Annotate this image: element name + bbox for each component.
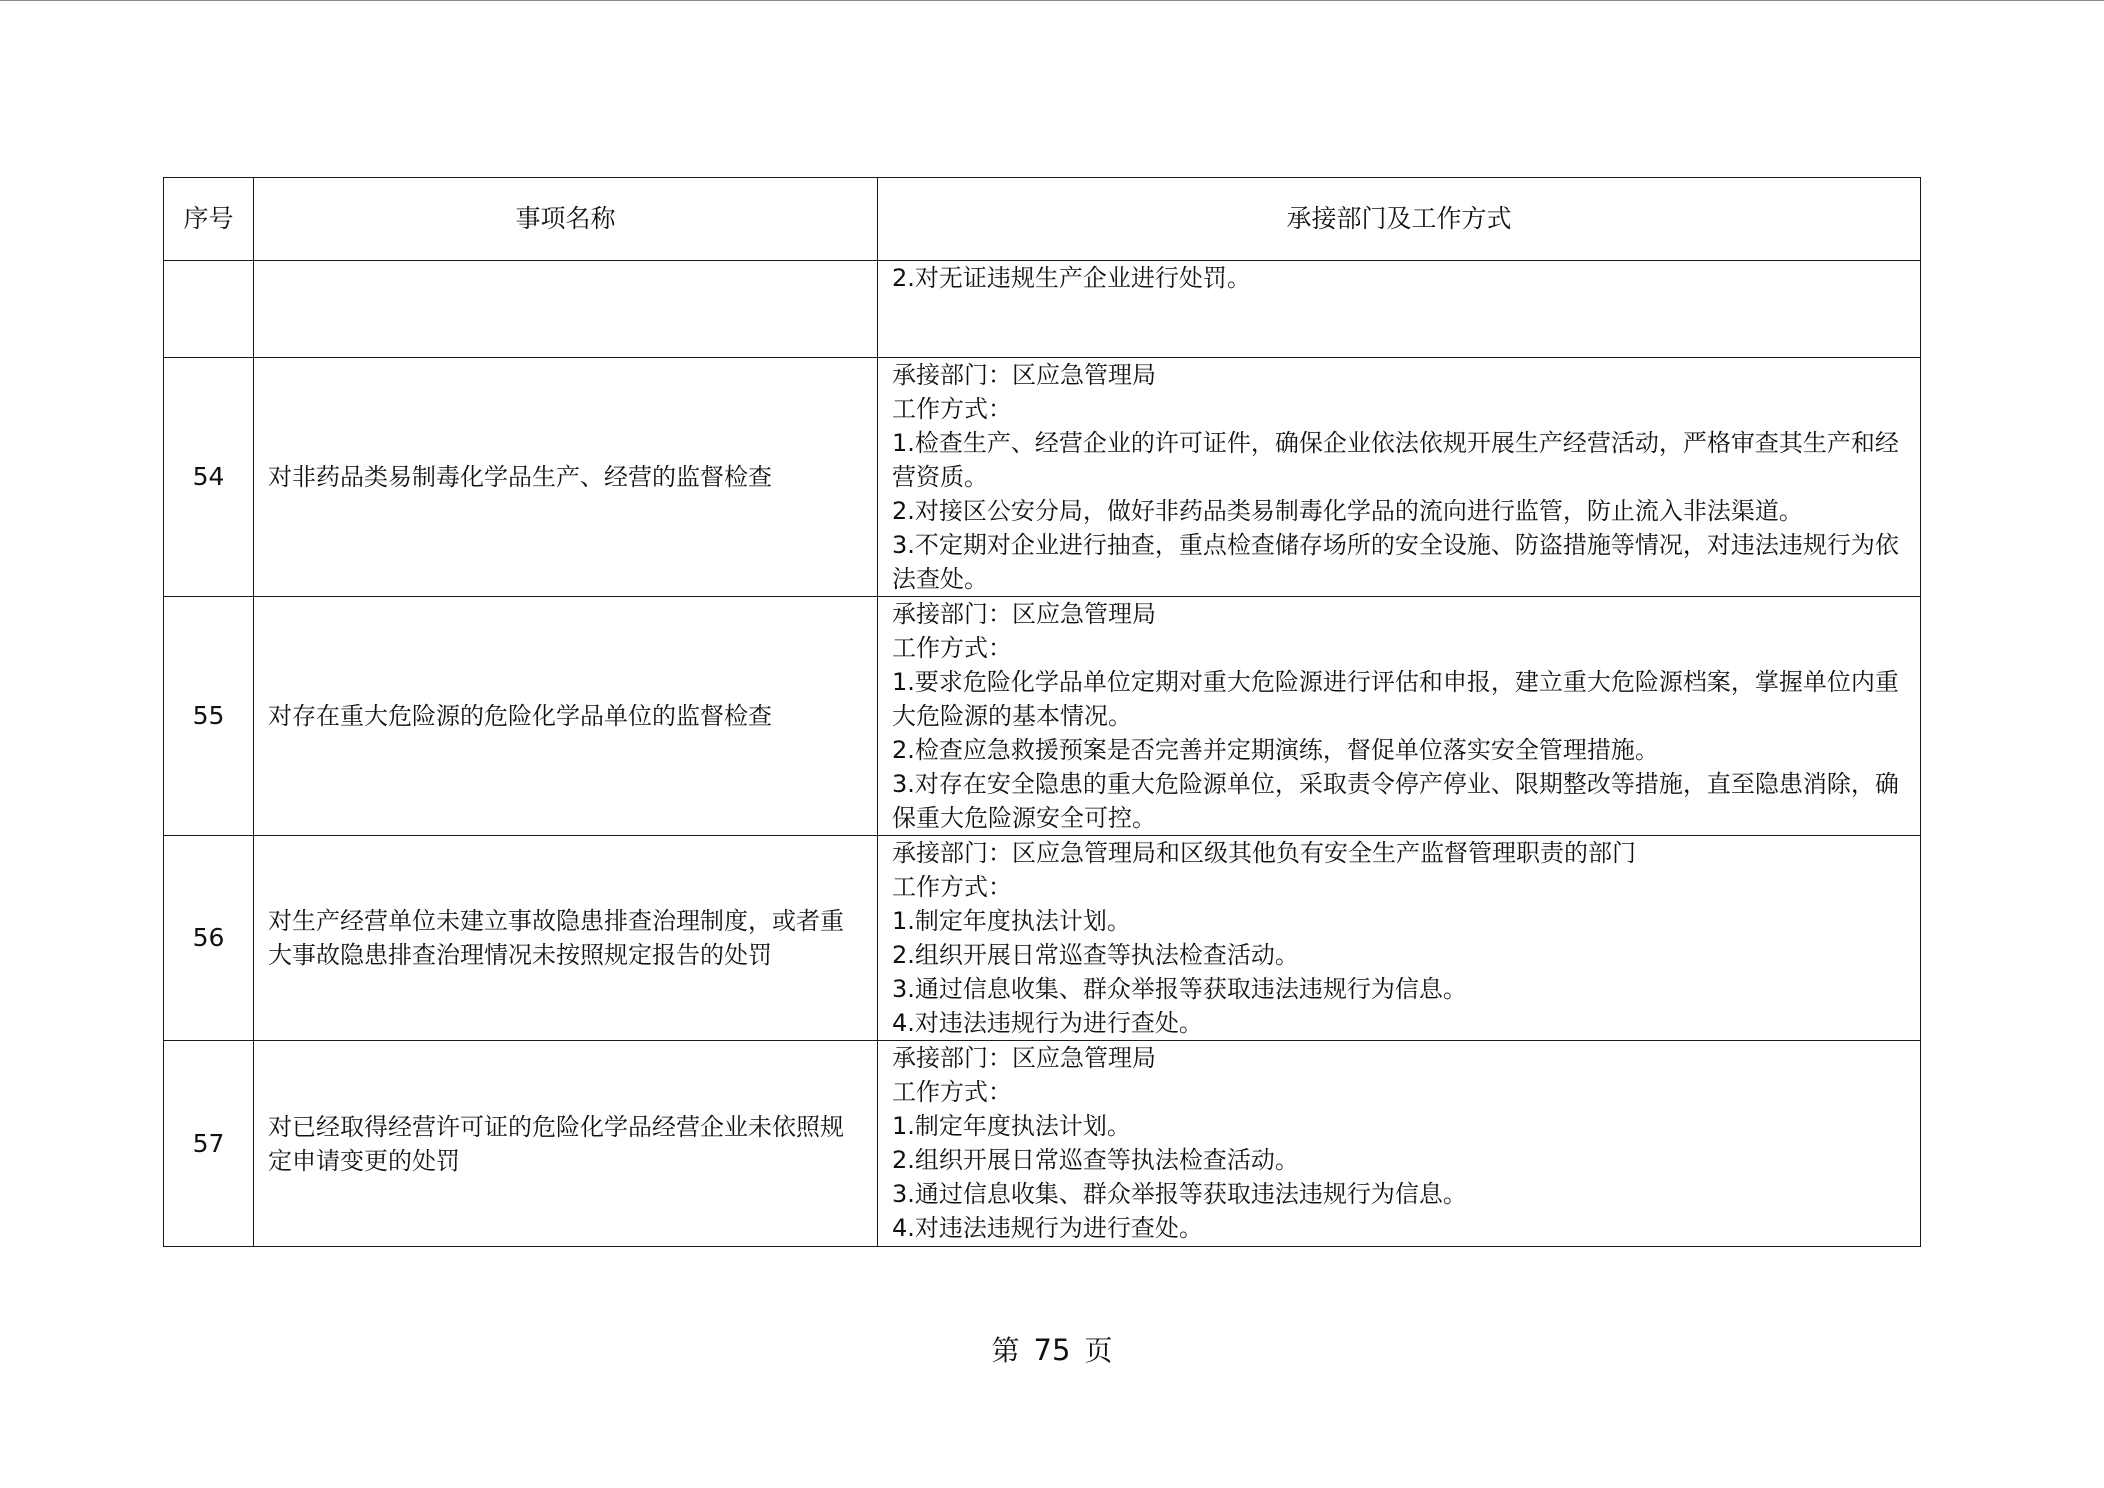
page-number: 75 [1033, 1333, 1071, 1367]
page-label-suffix: 页 [1084, 1334, 1113, 1367]
header-method: 承接部门及工作方式 [878, 178, 1921, 261]
row-name-cell [254, 261, 878, 358]
method-line: 承接部门：区应急管理局 [892, 361, 1156, 389]
row-method-cell [878, 597, 1921, 836]
method-line: 工作方式： [892, 634, 1012, 662]
method-line: 1.要求危险化学品单位定期对重大危险源进行评估和申报，建立重大危险源档案，掌握单位内重大危险源的基本情况。 [892, 668, 1899, 730]
header-no: 序号 [164, 178, 254, 261]
method-line: 承接部门：区应急管理局 [892, 1044, 1156, 1072]
page-top-border [0, 0, 2104, 1]
table-row [164, 358, 1921, 597]
table-row [164, 1041, 1921, 1247]
method-line: 工作方式： [892, 395, 1012, 423]
method-line: 2.组织开展日常巡查等执法检查活动。 [892, 941, 1299, 969]
row-method-cell [878, 261, 1921, 358]
method-line: 2.组织开展日常巡查等执法检查活动。 [892, 1146, 1299, 1174]
row-name-cell: 对生产经营单位未建立事故隐患排查治理制度，或者重大事故隐患排查治理情况未按照规定报告的处罚 [254, 836, 878, 1041]
method-line: 工作方式： [892, 1078, 1012, 1106]
method-line: 2.对无证违规生产企业进行处罚。 [892, 264, 1251, 292]
table-header-row [164, 178, 1921, 261]
page-label-prefix: 第 [991, 1334, 1020, 1367]
method-line: 4.对违法违规行为进行查处。 [892, 1009, 1203, 1037]
method-line: 2.检查应急救援预案是否完善并定期演练，督促单位落实安全管理措施。 [892, 736, 1659, 764]
row-method-cell [878, 1041, 1921, 1247]
method-line: 承接部门：区应急管理局 [892, 600, 1156, 628]
method-line: 1.检查生产、经营企业的许可证件，确保企业依法依规开展生产经营活动，严格审查其生产和经营资质。 [892, 429, 1899, 491]
row-no-cell [164, 261, 254, 358]
method-line: 1.制定年度执法计划。 [892, 1112, 1131, 1140]
method-line: 2.对接区公安分局，做好非药品类易制毒化学品的流向进行监管，防止流入非法渠道。 [892, 497, 1803, 525]
method-line: 承接部门：区应急管理局和区级其他负有安全生产监督管理职责的部门 [892, 839, 1636, 867]
row-name-cell: 对存在重大危险源的危险化学品单位的监督检查 [254, 597, 878, 836]
header-name: 事项名称 [254, 178, 878, 261]
row-name-cell: 对已经取得经营许可证的危险化学品经营企业未依照规定申请变更的处罚 [254, 1041, 878, 1247]
method-line: 工作方式： [892, 873, 1012, 901]
row-no-cell: 55 [164, 597, 254, 836]
method-line: 4.对违法违规行为进行查处。 [892, 1214, 1203, 1242]
method-line: 3.不定期对企业进行抽查，重点检查储存场所的安全设施、防盗措施等情况，对违法违规行为依法查处。 [892, 531, 1899, 593]
method-line: 3.通过信息收集、群众举报等获取违法违规行为信息。 [892, 1180, 1467, 1208]
method-line: 3.对存在安全隐患的重大危险源单位，采取责令停产停业、限期整改等措施，直至隐患消除，确保重大危险源安全可控。 [892, 770, 1899, 832]
row-no-cell: 54 [164, 358, 254, 597]
method-line: 3.通过信息收集、群众举报等获取违法违规行为信息。 [892, 975, 1467, 1003]
row-method-cell [878, 836, 1921, 1041]
table-row [164, 597, 1921, 836]
table-row-continuation [164, 261, 1921, 358]
table-row [164, 836, 1921, 1041]
row-no-cell: 56 [164, 836, 254, 1041]
items-table [163, 177, 1921, 1247]
row-name-cell: 对非药品类易制毒化学品生产、经营的监督检查 [254, 358, 878, 597]
row-method-cell [878, 358, 1921, 597]
method-line: 1.制定年度执法计划。 [892, 907, 1131, 935]
row-no-cell: 57 [164, 1041, 254, 1247]
page-footer [0, 1330, 2104, 1371]
